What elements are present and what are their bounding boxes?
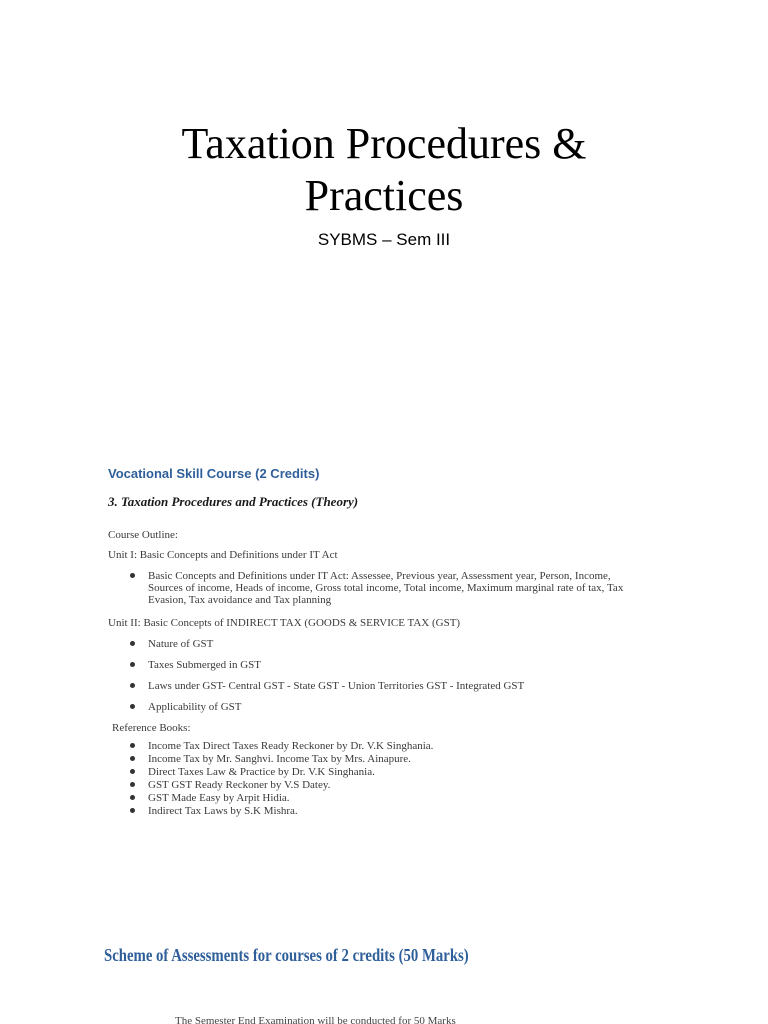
assessment-heading: Scheme of Assessments for courses of 2 credits (50 Marks) bbox=[104, 945, 469, 965]
bullet-icon bbox=[130, 704, 135, 709]
title-line-2: Practices bbox=[304, 171, 464, 220]
list-item: Taxes Submerged in GST bbox=[130, 659, 648, 671]
syllabus-scan bbox=[108, 466, 648, 818]
list-item: Applicability of GST bbox=[130, 701, 648, 713]
bullet-icon bbox=[130, 782, 135, 787]
list-item: Direct Taxes Law & Practice by Dr. V.K Singhania. bbox=[130, 766, 648, 778]
bullet-icon bbox=[130, 743, 135, 748]
reference-books-list bbox=[108, 740, 648, 817]
list-item: GST GST Ready Reckoner by V.S Datey. bbox=[130, 779, 648, 791]
document-subtitle: SYBMS – Sem III bbox=[317, 230, 451, 249]
list-item: Income Tax by Mr. Sanghvi. Income Tax by Mrs. Ainapure. bbox=[130, 753, 648, 765]
title-line-1: Taxation Procedures & bbox=[181, 119, 587, 168]
bullet-icon bbox=[130, 641, 135, 646]
bullet-icon bbox=[130, 573, 135, 578]
bullet-icon bbox=[130, 683, 135, 688]
bullet-icon bbox=[130, 769, 135, 774]
reference-books-label: Reference Books: bbox=[112, 722, 191, 734]
list-item: Basic Concepts and Definitions under IT Act: Assessee, Previous year, Assessment year, Person, Income, Sources of income, Heads of income, Gross total income, Total income, Maximum marginal rate of tax, Tax Evasion, Tax avoidance and Tax planning bbox=[130, 570, 648, 606]
assessment-cutoff-text: The Semester End Examination will be conducted for 50 Marks bbox=[175, 1015, 456, 1024]
bullet-icon bbox=[130, 795, 135, 800]
bullet-icon bbox=[130, 808, 135, 813]
unit-2-list bbox=[108, 638, 648, 713]
unit-2-heading: Unit II: Basic Concepts of INDIRECT TAX (GOODS & SERVICE TAX (GST) bbox=[108, 617, 461, 629]
bullet-icon bbox=[130, 756, 135, 761]
list-item: Nature of GST bbox=[130, 638, 648, 650]
list-item: Indirect Tax Laws by S.K Mishra. bbox=[130, 805, 648, 817]
list-item: GST Made Easy by Arpit Hidia. bbox=[130, 792, 648, 804]
unit-1-heading: Unit I: Basic Concepts and Definitions under IT Act bbox=[108, 549, 338, 561]
document-title bbox=[0, 118, 768, 222]
course-title: 3. Taxation Procedures and Practices (Theory) bbox=[108, 494, 359, 509]
course-heading: Vocational Skill Course (2 Credits) bbox=[108, 466, 320, 481]
unit-1-list bbox=[108, 570, 648, 606]
bullet-icon bbox=[130, 662, 135, 667]
list-item: Laws under GST- Central GST - State GST - Union Territories GST - Integrated GST bbox=[130, 680, 648, 692]
course-outline-label: Course Outline: bbox=[108, 529, 178, 541]
list-item: Income Tax Direct Taxes Ready Reckoner by Dr. V.K Singhania. bbox=[130, 740, 648, 752]
